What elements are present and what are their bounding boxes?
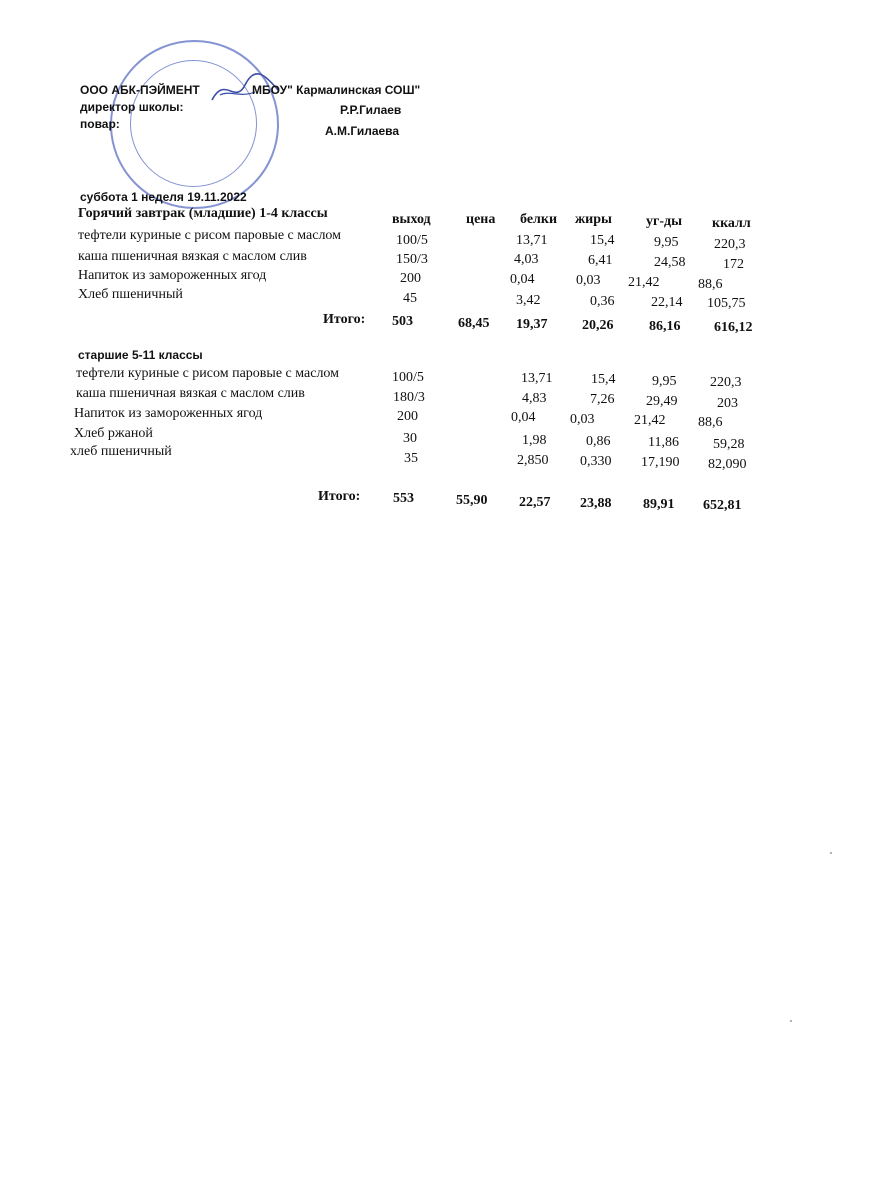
- junior-total-kcal: 616,12: [714, 320, 753, 335]
- junior-row-name: каша пшеничная вязкая с маслом слив: [78, 249, 307, 264]
- junior-total-fat: 20,26: [582, 318, 614, 333]
- director-label: директор школы:: [80, 100, 184, 114]
- senior-row-fat: 0,330: [580, 454, 612, 469]
- senior-row-prot: 4,83: [522, 391, 547, 406]
- senior-row-out: 35: [404, 451, 418, 466]
- cook-name: А.М.Гилаева: [325, 124, 400, 138]
- senior-total-carb: 89,91: [643, 497, 675, 512]
- scan-speck: [790, 1020, 792, 1022]
- senior-row-name: каша пшеничная вязкая с маслом слив: [76, 386, 305, 401]
- junior-row-prot: 0,04: [510, 272, 535, 287]
- senior-total-prot: 22,57: [519, 495, 551, 510]
- junior-row-out: 150/3: [396, 252, 428, 267]
- junior-row-name: Напиток из замороженных ягод: [78, 268, 267, 283]
- senior-row-carb: 9,95: [652, 374, 677, 389]
- org-right: МБОУ" Кармалинская СОШ": [252, 83, 421, 97]
- junior-total-prot: 19,37: [516, 317, 548, 332]
- senior-row-kcal: 203: [717, 396, 738, 411]
- junior-row-kcal: 220,3: [714, 237, 746, 252]
- junior-row-prot: 3,42: [516, 293, 541, 308]
- junior-row-name: Хлеб пшеничный: [78, 287, 183, 302]
- junior-row-fat: 6,41: [588, 253, 613, 268]
- junior-row-fat: 15,4: [590, 233, 615, 248]
- senior-row-name: Напиток из замороженных ягод: [74, 406, 263, 421]
- senior-row-name: хлеб пшеничный: [70, 444, 172, 459]
- scan-speck: [830, 852, 832, 854]
- senior-row-kcal: 220,3: [710, 375, 742, 390]
- junior-row-fat: 0,03: [576, 273, 601, 288]
- senior-row-kcal: 59,28: [713, 437, 745, 452]
- senior-total-fat: 23,88: [580, 496, 612, 511]
- senior-row-fat: 0,03: [570, 412, 595, 427]
- senior-row-prot: 0,04: [511, 410, 536, 425]
- senior-row-kcal: 82,090: [708, 457, 747, 472]
- junior-total-price: 68,45: [458, 316, 490, 331]
- org-left: ООО АБК-ПЭЙМЕНТ: [80, 83, 200, 97]
- junior-total-label: Итого:: [323, 312, 366, 327]
- junior-row-kcal: 88,6: [698, 277, 723, 292]
- senior-title: старшие 5-11 классы: [78, 348, 203, 362]
- senior-row-kcal: 88,6: [698, 415, 723, 430]
- senior-row-fat: 0,86: [586, 434, 611, 449]
- junior-row-prot: 13,71: [516, 233, 548, 248]
- senior-total-price: 55,90: [456, 493, 488, 508]
- col-header-price: цена: [466, 212, 496, 227]
- junior-total-out: 503: [392, 314, 413, 329]
- director-name: Р.Р.Гилаев: [340, 103, 402, 117]
- senior-total-kcal: 652,81: [703, 498, 742, 513]
- junior-row-out: 100/5: [396, 233, 428, 248]
- junior-row-fat: 0,36: [590, 294, 615, 309]
- senior-row-carb: 11,86: [648, 435, 679, 450]
- junior-row-kcal: 105,75: [707, 296, 746, 311]
- senior-total-out: 553: [393, 491, 414, 506]
- col-header-kcal: ккалл: [712, 216, 751, 231]
- official-stamp: [110, 40, 279, 209]
- senior-row-carb: 21,42: [634, 413, 666, 428]
- col-header-out: выход: [392, 212, 431, 227]
- senior-row-out: 100/5: [392, 370, 424, 385]
- senior-row-name: тефтели куриные с рисом паровые с маслом: [76, 366, 340, 381]
- junior-total-carb: 86,16: [649, 319, 681, 334]
- junior-row-carb: 21,42: [628, 275, 660, 290]
- col-header-prot: белки: [520, 212, 558, 227]
- junior-row-kcal: 172: [723, 257, 744, 272]
- senior-row-carb: 17,190: [641, 455, 680, 470]
- senior-row-carb: 29,49: [646, 394, 678, 409]
- senior-total-label: Итого:: [318, 489, 361, 504]
- cook-label: повар:: [80, 117, 120, 131]
- col-header-fat: жиры: [575, 212, 612, 227]
- junior-row-carb: 24,58: [654, 255, 686, 270]
- junior-row-carb: 22,14: [651, 295, 683, 310]
- senior-row-out: 30: [403, 431, 417, 446]
- senior-row-prot: 13,71: [521, 371, 553, 386]
- col-header-carb: уг-ды: [646, 214, 683, 229]
- junior-title: Горячий завтрак (младшие) 1-4 классы: [78, 206, 328, 221]
- senior-row-fat: 7,26: [590, 392, 615, 407]
- junior-row-out: 200: [400, 271, 421, 286]
- senior-row-prot: 1,98: [522, 433, 547, 448]
- senior-row-out: 180/3: [393, 390, 425, 405]
- senior-row-fat: 15,4: [591, 372, 616, 387]
- senior-row-name: Хлеб ржаной: [74, 426, 153, 441]
- junior-row-carb: 9,95: [654, 235, 679, 250]
- senior-row-prot: 2,850: [517, 453, 549, 468]
- junior-row-prot: 4,03: [514, 252, 539, 267]
- junior-row-out: 45: [403, 291, 417, 306]
- senior-row-out: 200: [397, 409, 418, 424]
- junior-row-name: тефтели куриные с рисом паровые с маслом: [78, 228, 342, 243]
- date-line: суббота 1 неделя 19.11.2022: [80, 190, 247, 204]
